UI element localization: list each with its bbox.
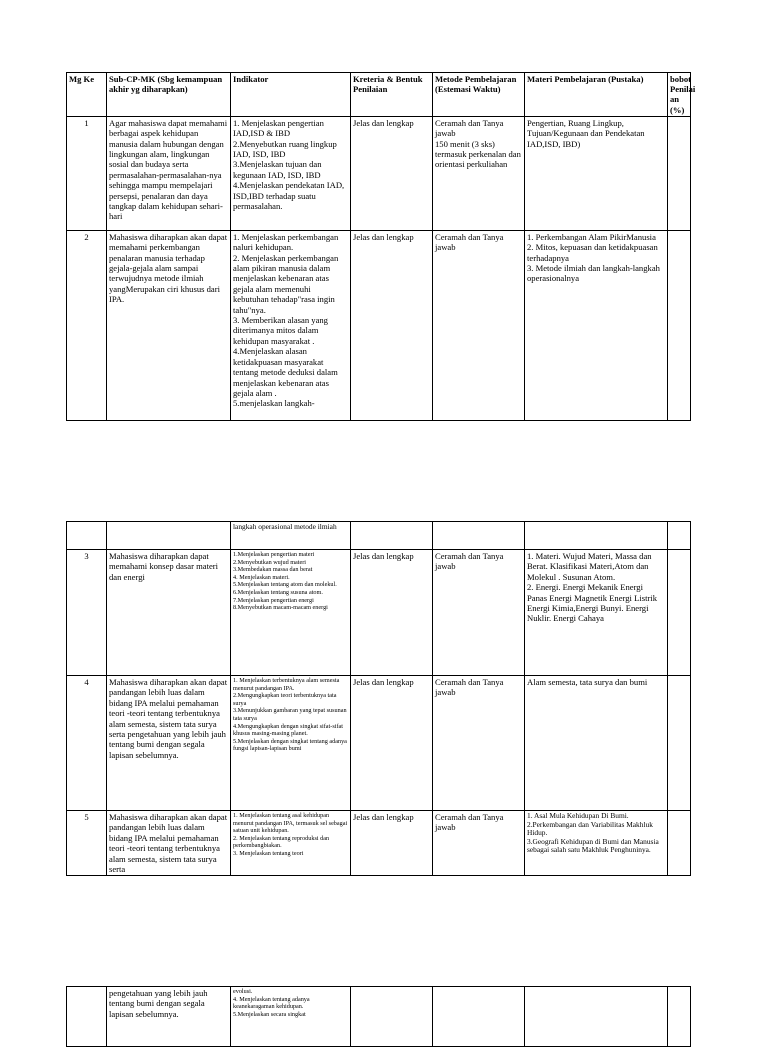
continuation-row <box>67 987 691 1047</box>
method-text <box>433 116 525 230</box>
materials-text <box>525 230 668 420</box>
indicator-item: 4. Menjelaskan materi. <box>233 573 290 581</box>
indicator-item: 2. Menjelaskan tentang reproduksi dan perkembangbiakan. <box>233 834 330 850</box>
table-row <box>67 676 691 811</box>
method-item: Ceramah dan Tanya jawab <box>435 677 504 698</box>
method-text <box>433 550 525 676</box>
indicator-item: 2. Menjelaskan perkembangan alam pikiran manusia dalam menjelaskan kebenaran atas gejala alam memenuhi kebutuhan tehadap"rasa ingin tahu"nya. <box>233 252 339 315</box>
indicator-list <box>231 116 351 230</box>
week-number: 4 <box>67 676 107 811</box>
materials-item: 3. Metode ilmiah dan langkah-langkah operasionalnya <box>527 263 660 284</box>
header-criteria: Kreteria & Bentuk Penilaian <box>351 73 433 117</box>
sub-cpmk-text: Mahasiswa diharapkan akan dapat pandangan lebih luas dalam bidang IPA melalui pemahaman teori -teori tentang terbentuknya alam semesta, sistem tata surya serta <box>107 811 231 876</box>
indicator-list <box>231 230 351 420</box>
sub-cpmk-text: Mahasiswa diharapkan akan dapat pandangan lebih luas dalam bidang IPA melalui pemahaman teori -teori tentang terbentuknya alam semesta, sistem tata surya serta pengetahuan yang lebih jauh tentang bumi dengan segala lapisan sebelumnya. <box>107 676 231 811</box>
weight-cell <box>668 230 691 420</box>
header-week: Mg Ke <box>67 73 107 117</box>
materials-item: 3.Geografi Kehidupan di Bumi dan Manusia sebagai salah satu Makhluk Penghuninya. <box>527 836 659 855</box>
indicator-item: 1. Menjelaskan tentang asal kehidupan menurut pandangan IPA, termasuk sel sebagai satuan unit kehidupan. <box>233 812 348 835</box>
materials-item: 2. Energi. Energi Mekanik Energi Panas Energi Magnetik Energi Listrik Energi Kimia,Energi Bunyi. Energi Nuklir. Energi Cahaya <box>527 582 657 624</box>
method-item: Ceramah dan Tanya jawab <box>435 812 504 833</box>
syllabus-table-page-2 <box>66 521 691 876</box>
indicator-continuation: langkah operasional metode ilmiah <box>231 522 351 550</box>
criteria-text: Jelas dan lengkap <box>351 811 433 876</box>
indicator-item: 3.Menunjukkan gambaran yang tepat susunan tata surya <box>233 707 347 722</box>
indicator-item: 6.Menjelaskan tentang susuna atom. <box>233 588 323 596</box>
materials-item: Pengertian, Ruang Lingkup, Tujuan/Kegunaan dan Pendekatan IAD,ISD, IBD) <box>527 117 645 149</box>
table-header-row <box>67 73 691 117</box>
header-materials: Materi Pembelajaran (Pustaka) <box>525 73 668 117</box>
week-number: 5 <box>67 811 107 876</box>
week-number: 3 <box>67 550 107 676</box>
header-indicator: Indikator <box>231 73 351 117</box>
indicator-item: 4.Mengungkapkan dengan singkat sifat-sifat khusus masing-masing planet. <box>233 722 343 738</box>
method-item: Ceramah dan Tanya jawab <box>435 117 504 139</box>
indicator-item: 4.Menjelaskan alasan ketidakpuasan masyarakat tentang metode deduksi dalam menjelaskan kebenaran atas gejala alam . <box>233 346 338 398</box>
criteria-text: Jelas dan lengkap <box>351 230 433 420</box>
indicator-item: 4.Menjelaskan pendekatan IAD, ISD,IBD terhadap suatu permasalahan. <box>233 180 345 212</box>
continuation-row <box>67 522 691 550</box>
indicator-item: 3. Memberikan alasan yang diterimanya mitos dalam kehidupan masyarakat . <box>233 315 328 346</box>
materials-text <box>525 676 668 811</box>
sub-cpmk-text: Mahasiswa diharapkan dapat memahami konsep dasar materi dan energi <box>107 550 231 676</box>
materials-item: Alam semesta, tata surya dan bumi <box>527 677 648 687</box>
indicator-item: 3.Membedakan massa dan berat <box>233 566 313 574</box>
sub-cpmk-text: Mahasiswa diharapkan akan dapat memahami perkembangan penalaran manusia terhadap gejala-gejala alam sampai terwujudnya metode ilmiah yangMerupakan ciri khusus dari IPA. <box>107 230 231 420</box>
table-row <box>67 116 691 230</box>
syllabus-table-page-1 <box>66 72 696 421</box>
indicator-item: 7.Menjelaskan pengertian energi <box>233 596 314 604</box>
method-text <box>433 676 525 811</box>
weight-cell <box>668 676 691 811</box>
materials-item: 2.Perkembangan dan Variabilitas Makhluk Hidup. <box>527 819 653 838</box>
materials-text <box>525 550 668 676</box>
table-row <box>67 811 691 876</box>
sub-cpmk-text: Agar mahasiswa dapat memahami berbagai aspek kehidupan manusia dalam hubungan dengan lingkungan alam, lingkungan sosial dan budaya serta permasalahan-permasalahan-nya sehingga mampu mempelajari persepsi, penalaran dan daya tangkap dalam kehidupan sehari-hari <box>107 116 231 230</box>
materials-text <box>525 116 668 230</box>
indicator-list <box>231 676 351 811</box>
table-row <box>67 550 691 676</box>
method-item: 150 menit (3 sks) termasuk perkenalan dan orientasi perkuliahan <box>435 138 521 170</box>
header-method: Metode Pembelajaran (Estemasi Waktu) <box>433 73 525 117</box>
week-number: 2 <box>67 230 107 420</box>
materials-item: 1. Materi. Wujud Materi, Massa dan Berat. Klasifikasi Materi,Atom dan Molekul . Susunan Atom. <box>527 551 652 582</box>
sub-cpmk-continuation: pengetahuan yang lebih jauh tentang bumi dengan segala lapisan sebelumnya. <box>107 987 231 1047</box>
indicator-item: 2.Mengungkapkan teori terbentuknya tata surya <box>233 692 337 707</box>
weight-cell <box>668 811 691 876</box>
indicator-item: 5.menjelaskan langkah- <box>233 398 315 409</box>
indicator-item: 5.Menjelaskan tentang atom dan molekul. <box>233 581 337 589</box>
syllabus-table-page-3 <box>66 986 691 1047</box>
header-weight: bobot Penilai an (%) <box>668 73 691 117</box>
indicator-item: 3. Menjelaskan tentang teori <box>233 849 304 857</box>
indicator-item: 2.Menyebutkan ruang lingkup IAD, ISD, IBD <box>233 138 337 160</box>
indicator-item: 1. Menjelaskan terbentuknya alam semesta menurut pandangan IPA. <box>233 677 340 692</box>
week-number: 1 <box>67 116 107 230</box>
indicator-list <box>231 987 351 1047</box>
criteria-text: Jelas dan lengkap <box>351 116 433 230</box>
criteria-text: Jelas dan lengkap <box>351 550 433 676</box>
indicator-item: 1. Menjelaskan perkembangan naluri kehidupan. <box>233 231 339 253</box>
indicator-item: 3.Menjelaskan tujuan dan kegunaan IAD, ISD, IBD <box>233 159 322 180</box>
materials-item: 1. Perkembangan Alam PikirManusia <box>527 231 656 242</box>
criteria-text: Jelas dan lengkap <box>351 676 433 811</box>
indicator-list <box>231 811 351 876</box>
indicator-item: 4. Menjelaskan tentang adanya keanekaragaman kehidupan. <box>233 995 310 1011</box>
indicator-item: 1.Menjelaskan pengertian materi <box>233 551 315 558</box>
weight-cell <box>668 116 691 230</box>
table-row <box>67 230 691 420</box>
method-item: Ceramah dan Tanya jawab <box>435 551 504 572</box>
materials-item: 1. Asal Mula Kehidupan Di Bumi. <box>527 811 629 820</box>
indicator-item: 5.Menjelaskan dengan singkat tentang adanya fungsi lapisan-lapisan bumi <box>233 737 347 753</box>
indicator-item: 1. Menjelaskan pengertian IAD,ISD & IBD <box>233 117 324 139</box>
materials-text <box>525 811 668 876</box>
method-item: Ceramah dan Tanya jawab <box>435 231 504 253</box>
indicator-item: evolusi. <box>233 988 253 995</box>
indicator-item: 8.Menyebutkan macam-macam energi <box>233 604 328 612</box>
indicator-item: 2.Menyebutkan wujud materi <box>233 558 307 566</box>
method-text <box>433 230 525 420</box>
indicator-item: 5.Menjelaskan secara singkat <box>233 1010 306 1018</box>
indicator-list <box>231 550 351 676</box>
materials-item: 2. Mitos, kepuasan dan ketidakpuasan terhadapnya <box>527 242 658 263</box>
header-sub-cpmk: Sub-CP-MK (Sbg kemampuan akhir yg diharapkan) <box>107 73 231 117</box>
weight-cell <box>668 550 691 676</box>
method-text <box>433 811 525 876</box>
